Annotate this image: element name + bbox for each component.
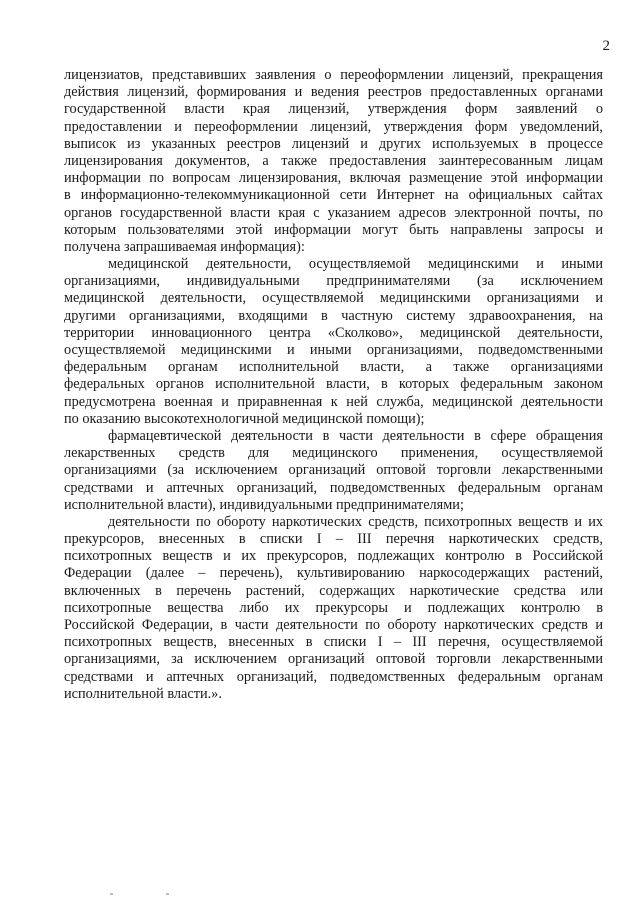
text-line: деятельности по обороту наркотических средств, психотропных веществ и их — [108, 513, 603, 530]
text-line: средствами и аптечных организаций, подведомственных федеральным органам — [64, 668, 603, 685]
text-line: другими организациями, входящими в частную систему здравоохранения, на — [64, 307, 603, 324]
text-line: медицинской деятельности, осуществляемой медицинскими и иными — [108, 256, 603, 273]
text-line: получена запрашиваемая информация): — [64, 238, 305, 255]
text-line: организациями, индивидуальными предпринимателями (за исключением — [64, 273, 603, 290]
text-line: фармацевтической деятельности в части деятельности в сфере обращения — [108, 427, 603, 444]
text-line: лицензиатов, представивших заявления о переоформлении лицензий, прекращения — [64, 67, 603, 83]
text-line: в информационно-телекоммуникационной сети Интернет на официальных сайтах — [64, 187, 603, 204]
text-line: прекурсоров, внесенных в списки I – III перечня наркотических средств, — [64, 531, 603, 548]
text-line: территории инновационного центра «Сколково», медицинской деятельности, — [64, 324, 603, 341]
text-line: организациями, за исключением организаций оптовой торговли лекарственными — [64, 651, 603, 668]
text-line: которым пользователями этой информации могут быть направлены запросы и — [64, 221, 603, 238]
text-line: Российской Федерации, в части деятельности по обороту наркотических средств и — [64, 617, 603, 633]
text-line: действия лицензий, формирования и ведения реестров предоставленных органами — [64, 84, 603, 101]
text-line: предоставлении и переоформлении лицензий, утверждения форм уведомлений, — [64, 118, 603, 135]
text-line: исполнительной власти), индивидуальными предпринимателями; — [64, 496, 464, 513]
text-line: организациями (за исключением организаций оптовой торговли лекарственными — [64, 462, 603, 479]
text-line: федеральным органам исполнительной власти, а также организациями — [64, 359, 603, 376]
text-line: информации по вопросам лицензирования, включая размещение этой информации — [64, 170, 603, 187]
text-line: исполнительной власти.». — [64, 685, 222, 702]
text-line: органов государственной власти края с указанием адресов электронной почты, по — [64, 204, 603, 221]
text-line: Федерации (далее – перечень), культивированию наркосодержащих растений, — [64, 565, 603, 582]
scan-artifact — [166, 893, 169, 895]
text-line: федеральных органов исполнительной власти, в которых федеральным законом — [64, 376, 603, 393]
page-number: 2 — [602, 38, 610, 54]
text-line: государственной власти края лицензий, утверждения форм заявлений о — [64, 101, 603, 118]
body-text — [64, 67, 603, 703]
text-line: средствами и аптечных организаций, подведомственных федеральным органам — [64, 479, 603, 496]
text-line: осуществляемой медицинскими и иными организациями, подведомственными — [64, 342, 603, 358]
text-line: включенных в перечень растений, содержащих наркотические средства или — [64, 582, 603, 599]
text-line: по оказанию высокотехнологичной медицинской помощи); — [64, 410, 425, 427]
text-line: психотропных веществ и их прекурсоров, подлежащих контролю в Российской — [64, 548, 603, 565]
text-line: медицинской деятельности, осуществляемой медицинскими организациями и — [64, 290, 603, 307]
text-line: выписок из указанных реестров лицензий и других используемых в процессе — [64, 135, 603, 152]
text-line: предусмотрена военная и приравненная к ней служба, медицинской деятельности — [64, 393, 603, 410]
text-line: лицензирования документов, а также предоставления заинтересованным лицам — [64, 152, 603, 169]
text-line: психотропных веществ, внесенных в списки I – III перечня, осуществляемой — [64, 634, 603, 651]
scan-artifact — [110, 893, 113, 895]
text-line: психотропные вещества либо их прекурсоры и подлежащих контролю в — [64, 599, 603, 616]
text-line: лекарственных средств для медицинского применения, осуществляемой — [64, 445, 603, 462]
